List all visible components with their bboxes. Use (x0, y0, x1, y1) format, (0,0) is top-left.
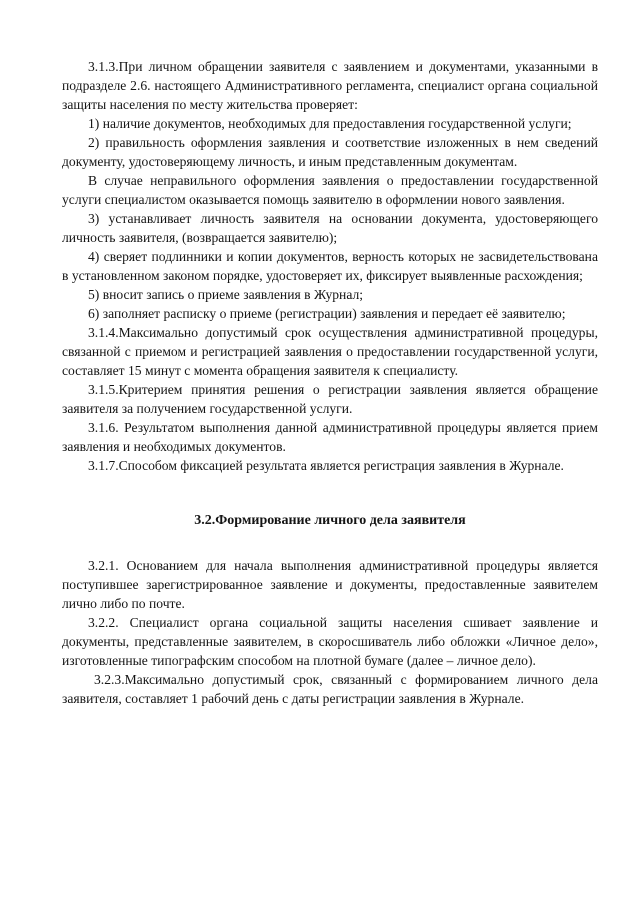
paragraph-check-item-6: 6) заполняет расписку о приеме (регистрации) заявления и передает её заявителю; (88, 306, 566, 321)
paragraph-incorrect-form: В случае неправильного оформления заявления о предоставлении государственной услуги специалистом оказывается помощь заявителю в оформлении нового заявления. (62, 173, 598, 207)
document-page (62, 57, 598, 708)
paragraph-3-1-5: 3.1.5.Критерием принятия решения о регистрации заявления является обращение заявителя за получением государственной услуги. (62, 382, 598, 416)
paragraph-check-item-4: 4) сверяет подлинники и копии документов, верность которых не засвидетельствована в установленном законом порядке, удостоверяет их, фиксирует выявленные расхождения; (62, 249, 598, 283)
paragraph-3-2-2: 3.2.2. Специалист органа социальной защиты населения сшивает заявление и документы, представленные заявителем, в скоросшиватель либо обложки «Личное дело», изготовленные типографским способом на плотной бумаге (далее – личное дело). (62, 615, 598, 668)
paragraph-3-1-4: 3.1.4.Максимально допустимый срок осуществления административной процедуры, связанной с приемом и регистрацией заявления о предоставлении государственной услуги, составляет 15 минут с момента обращения заявителя к специалисту. (62, 325, 598, 378)
paragraph-check-item-5: 5) вносит запись о приеме заявления в Журнал; (88, 287, 364, 302)
paragraph-3-1-6: 3.1.6. Результатом выполнения данной административной процедуры является прием заявления и необходимых документов. (62, 420, 598, 454)
paragraph-3-2-3: 3.2.3.Максимально допустимый срок, связанный с формированием личного дела заявителя, составляет 1 рабочий день с даты регистрации заявления в Журнале. (62, 672, 598, 706)
paragraph-3-1-3: 3.1.3.При личном обращении заявителя с заявлением и документами, указанными в подразделе 2.6. настоящего Административного регламента, специалист органа социальной защиты населения по месту жительства проверяет: (62, 59, 598, 112)
paragraph-check-item-2: 2) правильность оформления заявления и соответствие изложенных в нем сведений документу, удостоверяющему личность, и иным представленным документам. (62, 135, 598, 169)
section-heading-3-2: 3.2.Формирование личного дела заявителя (194, 513, 466, 528)
paragraph-3-2-1: 3.2.1. Основанием для начала выполнения административной процедуры является поступившее зарегистрированное заявление и документы, предоставленные заявителем лично либо по почте. (62, 558, 598, 611)
paragraph-check-item-3: 3) устанавливает личность заявителя на основании документа, удостоверяющего личность заявителя, (возвращается заявителю); (62, 211, 598, 245)
paragraph-3-1-7: 3.1.7.Способом фиксацией результата является регистрация заявления в Журнале. (88, 458, 564, 473)
paragraph-check-item-1: 1) наличие документов, необходимых для предоставления государственной услуги; (88, 116, 572, 131)
